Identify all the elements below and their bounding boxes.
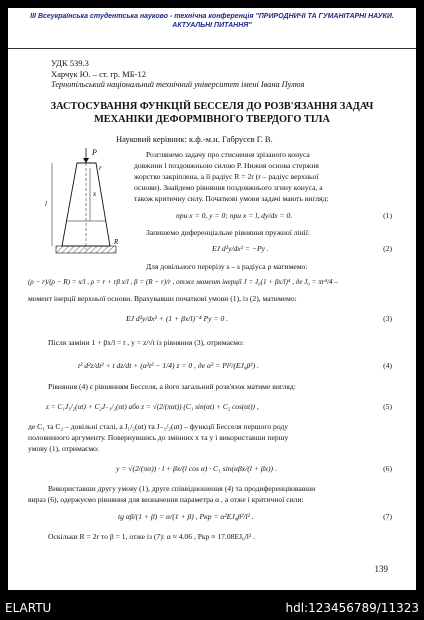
force-arrowhead bbox=[83, 158, 89, 163]
section-text: Для довільного перерізу s – s радіуса ρ матимемо: bbox=[146, 262, 308, 271]
header-line-2: АКТУАЛЬНІ ПИТАННЯ" bbox=[172, 22, 252, 29]
substitution-text: Після заміни 1 + βx/l = t , y = z/√t із рівняння (3), отримаємо: bbox=[48, 338, 244, 347]
paper-page bbox=[8, 8, 416, 590]
repository-footer bbox=[0, 598, 424, 620]
diff-intro: Запишемо диференціальне рівняння пружної лінії: bbox=[146, 228, 310, 237]
second-condition-line-2: вираз (6), одержуємо рівняння для визначення параметра α , а отже і критичної сили: bbox=[28, 495, 304, 504]
title-line-1: ЗАСТОСУВАННЯ ФУНКЦІЙ БЕССЕЛЯ ДО РОЗВ'ЯЗАННЯ ЗАДАЧ bbox=[50, 101, 374, 112]
conference-header bbox=[8, 8, 416, 49]
author: Харчук Ю. – ст. гр. МБ-12 bbox=[51, 69, 146, 79]
page-number: 139 bbox=[374, 564, 388, 574]
constants-line-1: де C₁ та C₂ – довільні сталі, а J₁/₂(αt) та J₋₁/₂(αt) – функції Бесселя першого роду bbox=[28, 422, 289, 431]
equation-2-number: (2) bbox=[383, 244, 392, 253]
label-l: l bbox=[45, 200, 47, 208]
moment-text: момент інерції верхньої основи. Врахувавши початкові умови (1), із (2), матимемо: bbox=[28, 294, 297, 303]
equation-2: EJ d²y/dx² = −Py . bbox=[212, 244, 269, 253]
equation-5: z = C₁J₁/₂(αt) + C₂J₋₁/₂(αt) або z = √(2/(παt)) (C₁ sin(αt) + C₂ cos(αt)) , bbox=[46, 402, 259, 411]
supervisor: Науковий керівник: к.ф.-м.н. Габрусєв Г. В. bbox=[116, 134, 273, 144]
equation-6-number: (6) bbox=[383, 464, 392, 473]
label-x: x bbox=[93, 190, 97, 198]
equation-rho: (ρ − r)/(ρ − R) = x/l , ρ = r + rβ x/l , β = (R − r)/r , отже момент інерції J = J₀(1 + βx/l)⁴ , де J₀ = πr⁴/4 – bbox=[28, 278, 338, 286]
equation-7: tg αβ/(1 + β) = α/(1 + β) , Pкр = α²EJ₀β²/l² . bbox=[118, 512, 254, 521]
equation-1: при x = 0, y = 0; при x = l, dy/dx = 0. bbox=[176, 211, 293, 220]
intro-line-5: також критичну силу. Початкові умови задачі мають вигляд: bbox=[134, 194, 329, 203]
handle-id: hdl:123456789/11323 bbox=[285, 601, 419, 615]
equation-4-number: (4) bbox=[383, 361, 392, 370]
second-condition-line-1: Використавши другу умову (1), друге співвідношення (4) та продиференціювавши bbox=[48, 484, 316, 493]
affiliation: Тернопільський національний технічний університет імені Івана Пулюя bbox=[51, 80, 305, 89]
intro-line-1: Розглянемо задачу про стиснення зрізаного конуса bbox=[146, 150, 310, 159]
header-line-1: III Всеукраїнська студентська науково - технічна конференція "ПРИРОДНИЧІ ТА ГУМАНІТАРНІ НАУКИ. bbox=[30, 13, 394, 20]
label-R: R bbox=[114, 238, 119, 246]
label-p: P bbox=[92, 148, 97, 157]
udc-code: УДК 539.3 bbox=[51, 58, 89, 68]
equation-1-number: (1) bbox=[383, 211, 392, 220]
intro-line-4: основи). Знайдемо рівняння поздовжнього згину конуса, а bbox=[134, 183, 323, 192]
constants-line-3: умову (1), отримаємо: bbox=[28, 444, 100, 453]
final-result: Оскільки R = 2r то β = 1, отже із (7): α ≈ 4.06 , Pкр ≈ 17.08EJ₀/l² . bbox=[48, 532, 255, 541]
title-line-2: МЕХАНІКИ ДЕФОРМІВНОГО ТВЕРДОГО ТІЛА bbox=[94, 114, 330, 125]
bessel-text: Рівняння (4) є рівнянням Бесселя, а його загальний розв'язок матиме вигляд: bbox=[48, 382, 296, 391]
repository-name: ELARTU bbox=[5, 601, 52, 615]
constants-line-2: половинного аргументу. Повернувшись до змінних x та y і використавши першу bbox=[28, 433, 289, 442]
equation-3-number: (3) bbox=[383, 314, 392, 323]
equation-7-number: (7) bbox=[383, 512, 392, 521]
cone-figure bbox=[44, 146, 130, 264]
label-r: r bbox=[99, 164, 102, 172]
equation-3: EJ d²y/dx² + (1 + βx/l)⁻⁴ Py = 0 . bbox=[126, 314, 229, 323]
equation-6: y = √(2/(πα)) · l + βx/(l cos α) · C₁ sin(αβx/(l + βx)) . bbox=[116, 464, 277, 473]
intro-line-3: жорстко закріплена, а її радіус R = 2r (r – радіус верхньої bbox=[134, 172, 319, 181]
intro-line-2: довжини l поздовжньою силою P. Нижня основа стержня bbox=[134, 161, 319, 170]
equation-5-number: (5) bbox=[383, 402, 392, 411]
fixed-support bbox=[56, 246, 116, 253]
equation-4: t² d²z/dt² + t dz/dt + (α²t² − 1/4) z = 0 , де α² = Pl²/(EJ₀β²) . bbox=[78, 361, 259, 370]
